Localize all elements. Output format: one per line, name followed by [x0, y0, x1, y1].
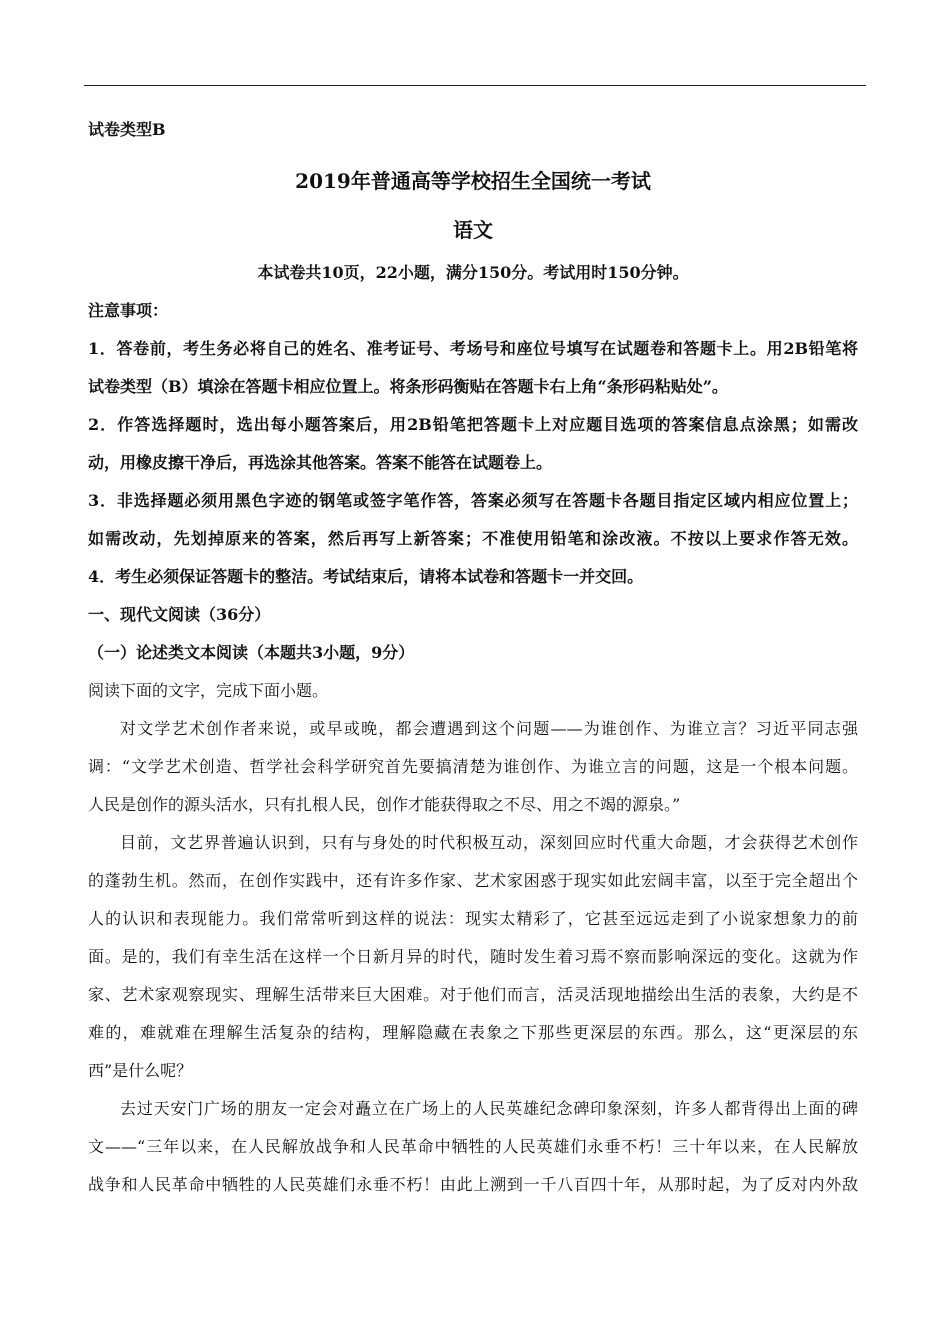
- passage-line: 西”是什么呢？: [88, 1061, 193, 1080]
- notice-line: 动，用橡皮擦干净后，再选涂其他答案。答案不能答在试题卷上。: [88, 453, 553, 472]
- passage-line: 人的认识和表现能力。我们常常听到这样的说法：现实太精彩了，它甚至远远走到了小说家想象力的前: [88, 909, 858, 928]
- passage-line: 难的，难就难在理解生活复杂的结构，理解隐藏在表象之下那些更深层的东西。那么，这“更深层的东: [88, 1023, 858, 1042]
- section-subheading: （一）论述类文本阅读（本题共3小题，9分）: [88, 643, 415, 662]
- passage-line: 调：“文学艺术创造、哲学社会科学研究首先要搞清楚为谁创作、为谁立言的问题，这是一个根本问题。: [88, 757, 858, 776]
- passage-line: 人民是创作的源头活水，只有扎根人民，创作才能获得取之不尽、用之不竭的源泉。”: [88, 795, 681, 814]
- exam-summary: 本试卷共10页，22小题，满分150分。考试用时150分钟。: [257, 263, 689, 282]
- notice-line: 4．考生必须保证答题卡的整洁。考试结束后，请将本试卷和答题卡一并交回。: [88, 567, 644, 586]
- section-heading: 一、现代文阅读（36分）: [88, 605, 271, 624]
- passage-line: 文——“三年以来，在人民解放战争和人民革命中牺牲的人民英雄们永垂不朽！三十年以来，在人民解放: [88, 1137, 858, 1156]
- passage-line: 对文学艺术创作者来说，或早或晚，都会遭遇到这个问题——为谁创作、为谁立言？习近平同志强: [120, 719, 858, 738]
- notice-heading: 注意事项：: [88, 301, 169, 320]
- passage-line: 面。是的，我们有幸生活在这样一个日新月异的时代，随时发生着习焉不察而影响深远的变化。这就为作: [88, 947, 858, 966]
- header-rule: [84, 85, 866, 86]
- exam-page: [88, 114, 858, 1204]
- subject-title: 语文: [453, 218, 493, 242]
- passage-line: 的蓬勃生机。然而，在创作实践中，还有许多作家、艺术家困惑于现实如此宏阔丰富，以至于完全超出个: [88, 871, 858, 890]
- notice-line: 1．答卷前，考生务必将自己的姓名、准考证号、考场号和座位号填写在试题卷和答题卡上。用2B铅笔将: [88, 339, 858, 358]
- passage-line: 战争和人民革命中牺牲的人民英雄们永垂不朽！由此上溯到一千八百四十年，从那时起，为了反对内外敌: [88, 1175, 858, 1194]
- passage-line: 家、艺术家观察现实、理解生活带来巨大困难。对于他们而言，活灵活现地描绘出生活的表象，大约是不: [88, 985, 858, 1004]
- notice-line: 3．非选择题必须用黑色字迹的钢笔或签字笔作答，答案必须写在答题卡各题目指定区域内相应位置上；: [88, 491, 858, 510]
- passage-line: 去过天安门广场的朋友一定会对矗立在广场上的人民英雄纪念碑印象深刻，许多人都背得出上面的碑: [120, 1099, 858, 1118]
- notice-line: 2．作答选择题时，选出每小题答案后，用2B铅笔把答题卡上对应题目选项的答案信息点涂黑；如需改: [88, 415, 858, 434]
- passage-line: 目前，文艺界普遍认识到，只有与身处的时代积极互动，深刻回应时代重大命题，才会获得艺术创作: [120, 833, 858, 852]
- exam-type: 试卷类型B: [88, 120, 166, 139]
- notice-line: 如需改动，先划掉原来的答案，然后再写上新答案；不准使用铅笔和涂改液。不按以上要求作答无效。: [88, 529, 858, 548]
- reading-instruction: 阅读下面的文字，完成下面小题。: [88, 681, 329, 700]
- exam-title: 2019年普通高等学校招生全国统一考试: [295, 169, 651, 193]
- notice-line: 试卷类型（B）填涂在答题卡相应位置上。将条形码衡贴在答题卡右上角“条形码粘贴处”。: [88, 377, 728, 396]
